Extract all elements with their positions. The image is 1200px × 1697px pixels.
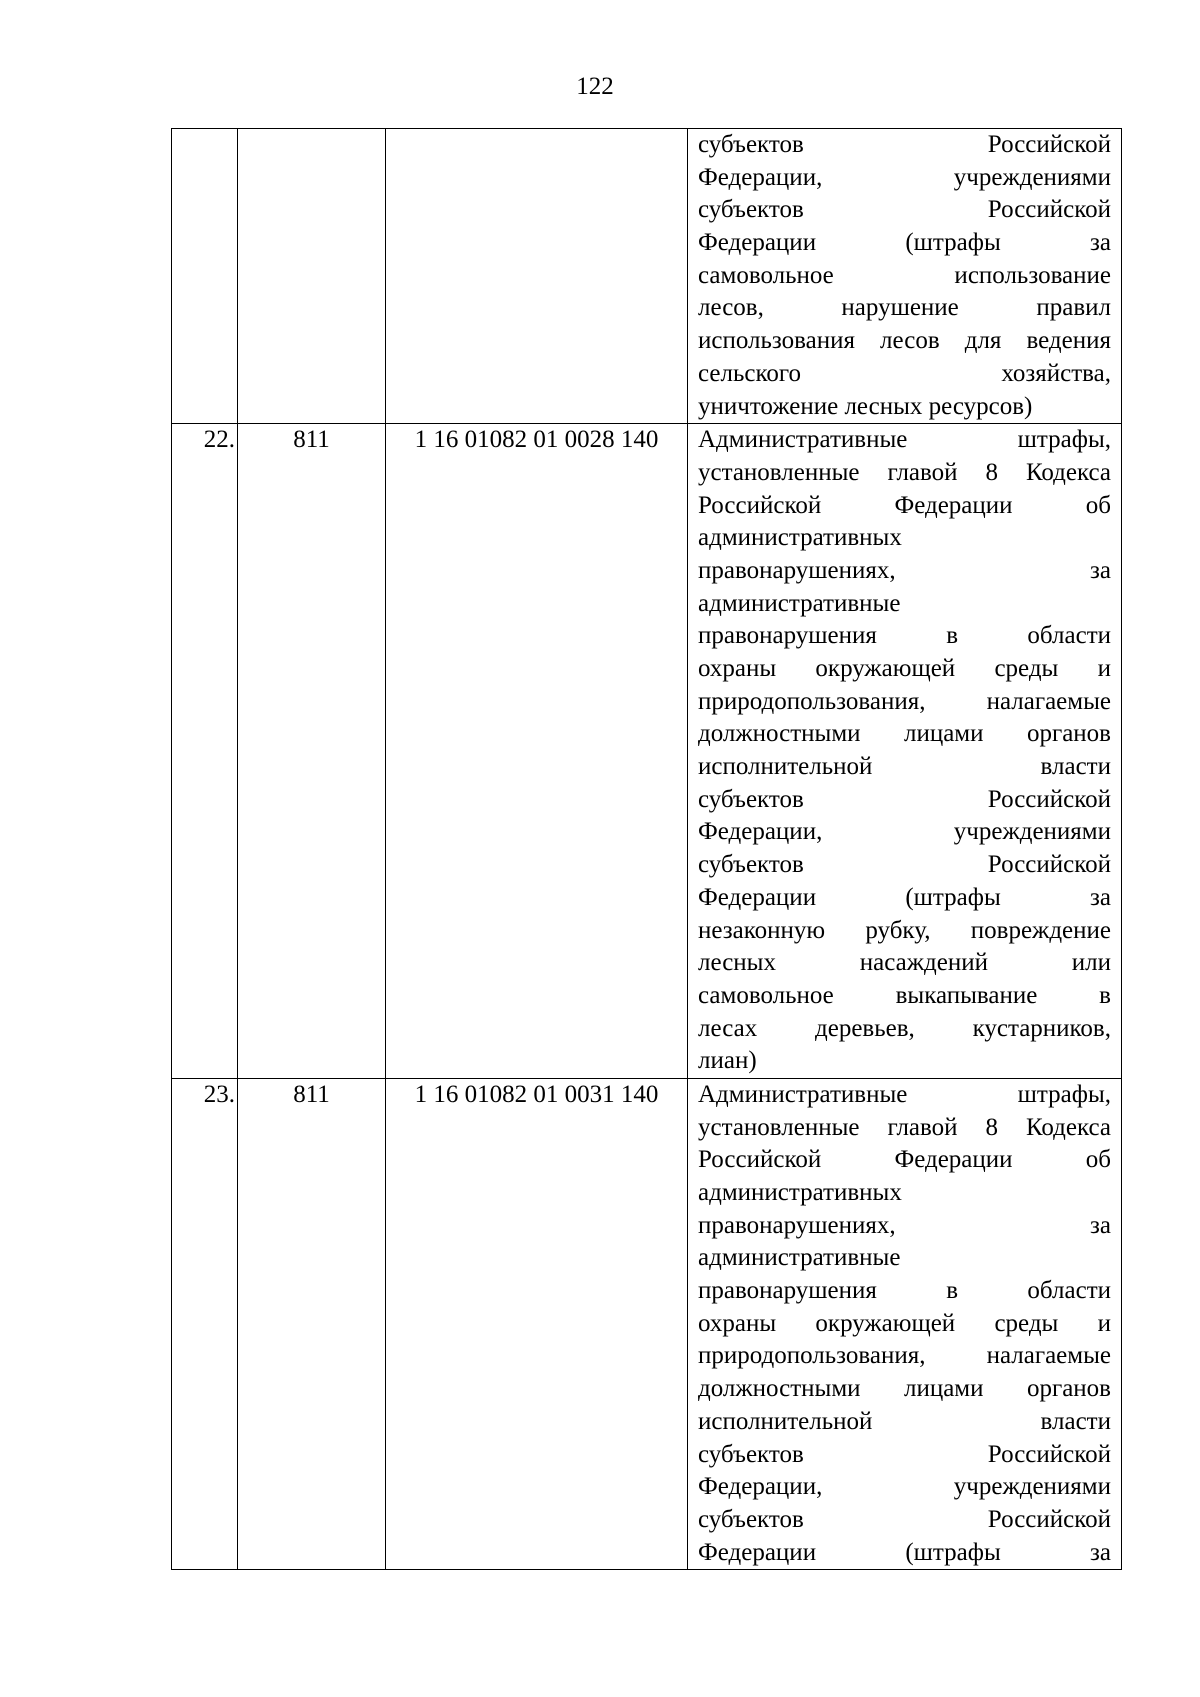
description-line: природопользования, налагаемые: [698, 687, 1111, 715]
table-row: [172, 1078, 1122, 1569]
description-line: самовольное использование: [698, 261, 1111, 289]
revenue-description-text: [688, 424, 1121, 1078]
description-line: субъектов Российской: [698, 785, 1111, 813]
row-number-cell: [172, 424, 238, 1079]
description-line: субъектов Российской: [698, 131, 1111, 158]
description-line: Административные штрафы,: [698, 426, 1111, 454]
description-line: Федерации (штрафы за: [698, 1538, 1111, 1566]
description-line: исполнительной власти: [698, 753, 1111, 781]
description-line: правонарушения в области: [698, 1277, 1111, 1305]
description-line: субъектов Российской: [698, 1505, 1111, 1533]
revenue-description-text: [688, 129, 1121, 423]
description-line: субъектов Российской: [698, 1440, 1111, 1468]
budget-classification-code-cell: [386, 1078, 688, 1569]
description-line: Федерации (штрафы за: [698, 883, 1111, 911]
description-line: лиан): [698, 1047, 757, 1075]
description-line: правонарушениях, за: [698, 1211, 1111, 1239]
budget-classification-code-cell-text: 1 16 01082 01 0028 140: [414, 426, 659, 454]
row-number-cell: [172, 1078, 238, 1569]
description-line: уничтожение лесных ресурсов): [698, 392, 1033, 420]
revenue-description-cell: [688, 424, 1122, 1079]
administrator-code-cell-text: 811: [293, 1080, 330, 1108]
administrator-code-cell: [238, 1078, 386, 1569]
budget-classification-code-cell-text: 1 16 01082 01 0031 140: [414, 1080, 659, 1108]
description-line: субъектов Российской: [698, 851, 1111, 879]
page-number: 122: [576, 73, 614, 100]
budget-classification-code-cell: [386, 129, 688, 424]
description-line: Федерации, учреждениями: [698, 163, 1111, 191]
description-line: правонарушениях, за: [698, 556, 1111, 584]
description-line: Российской Федерации об: [698, 491, 1111, 519]
revenue-description-cell: [688, 129, 1122, 424]
description-line: Административные штрафы,: [698, 1080, 1111, 1108]
description-line: установленные главой 8 Кодекса: [698, 1113, 1111, 1141]
description-line: административные: [698, 589, 901, 617]
description-line: исполнительной власти: [698, 1407, 1111, 1435]
description-line: административных: [698, 524, 902, 552]
table-row: [172, 424, 1122, 1079]
description-line: природопользования, налагаемые: [698, 1342, 1111, 1370]
row-number-cell-text: 23.: [203, 1080, 235, 1108]
fines-table-body: [172, 129, 1122, 1570]
description-line: охраны окружающей среды и: [698, 1309, 1111, 1337]
administrator-code-cell-text: 811: [293, 426, 330, 454]
table-row: [172, 129, 1122, 424]
description-line: охраны окружающей среды и: [698, 655, 1111, 682]
description-line: должностными лицами органов: [698, 720, 1111, 748]
description-line: самовольное выкапывание в: [698, 981, 1111, 1009]
revenue-description-text: [688, 1079, 1121, 1569]
fines-table: [171, 128, 1122, 1570]
description-line: административные: [698, 1244, 901, 1272]
description-line: правонарушения в области: [698, 622, 1111, 650]
administrator-code-cell: [238, 129, 386, 424]
description-line: Федерации, учреждениями: [698, 818, 1111, 846]
description-line: должностными лицами органов: [698, 1375, 1111, 1403]
description-line: субъектов Российской: [698, 196, 1111, 224]
description-line: Российской Федерации об: [698, 1146, 1111, 1174]
description-line: Федерации, учреждениями: [698, 1473, 1111, 1501]
description-line: лесных насаждений или: [698, 949, 1111, 977]
description-line: незаконную рубку, повреждение: [698, 916, 1111, 944]
administrator-code-cell: [238, 424, 386, 1079]
description-line: использования лесов для ведения: [698, 327, 1111, 355]
description-line: сельского хозяйства,: [698, 359, 1111, 387]
budget-classification-code-cell: [386, 424, 688, 1079]
description-line: лесов, нарушение правил: [698, 294, 1111, 322]
description-line: установленные главой 8 Кодекса: [698, 458, 1111, 486]
description-line: Федерации (штрафы за: [698, 229, 1111, 257]
row-number-cell-text: 22.: [203, 426, 235, 454]
description-line: административных: [698, 1179, 902, 1206]
description-line: лесах деревьев, кустарников,: [698, 1014, 1111, 1042]
row-number-cell: [172, 129, 238, 424]
revenue-description-cell: [688, 1078, 1122, 1569]
